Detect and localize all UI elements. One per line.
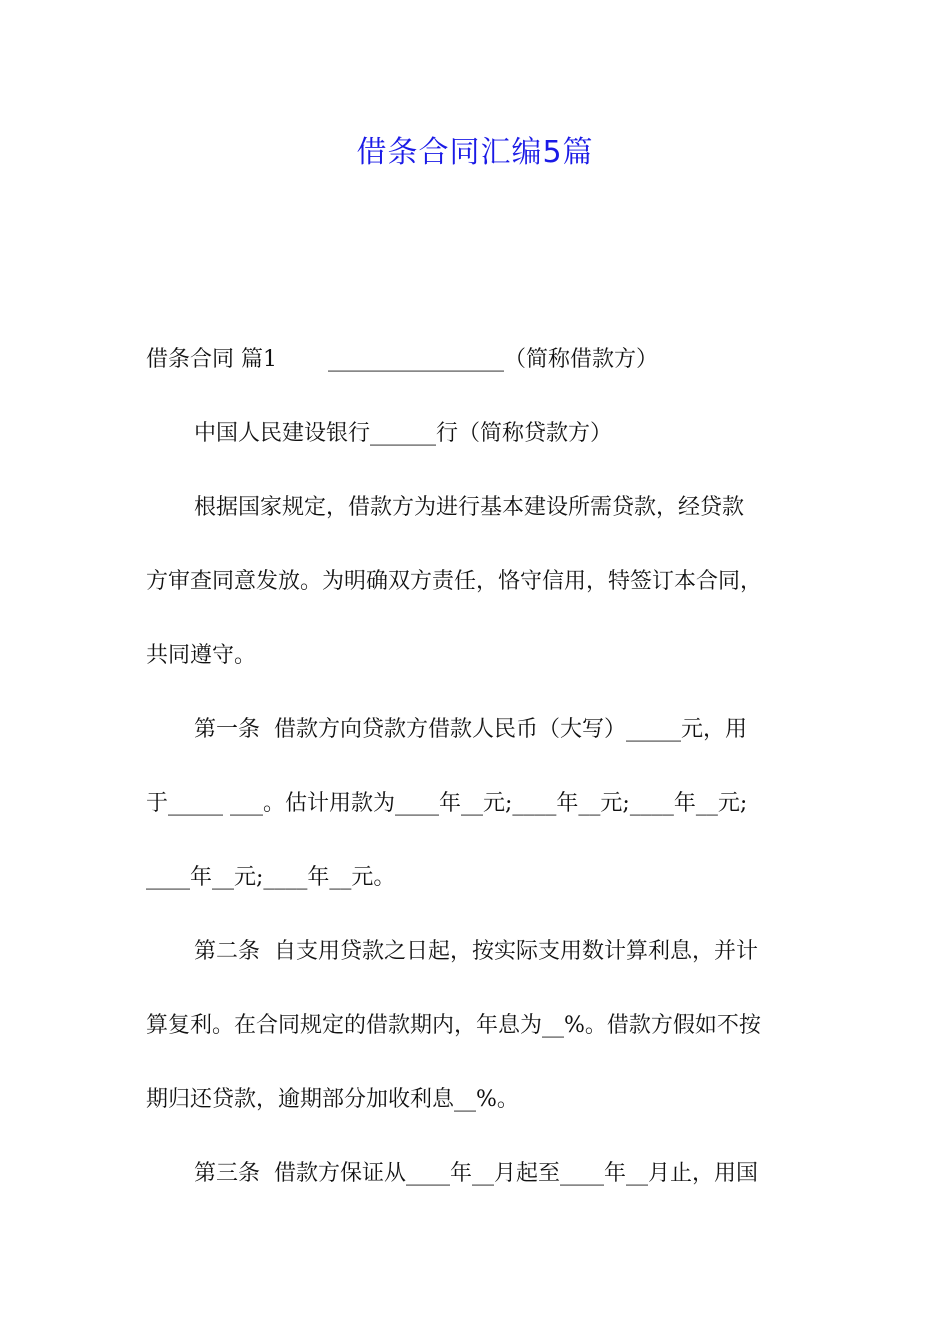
paragraph-line: 中国人民建设银行______行（简称贷款方）: [194, 421, 613, 446]
paragraph-line: 期归还贷款，逾期部分加收利息__%。: [146, 1087, 519, 1112]
paragraph-line: 共同遵守。: [146, 643, 257, 668]
paragraph-line: 借条合同 篇1 ________________（简称借款方）: [146, 347, 658, 372]
paragraph-line: 算复利。在合同规定的借款期内，年息为__%。借款方假如不按: [146, 1013, 761, 1038]
paragraph-line: 根据国家规定，借款方为进行基本建设所需贷款，经贷款: [194, 495, 745, 520]
paragraph-line: 于_____ ___。估计用款为____年__元;____年__元;____年__元;: [146, 791, 748, 816]
paragraph-line: 第一条 借款方向贷款方借款人民币（大写）_____元，用: [194, 717, 747, 742]
paragraph-line: 第二条 自支用贷款之日起，按实际支用数计算利息，并计: [194, 939, 758, 964]
paragraph-line: 方审查同意发放。为明确双方责任，恪守信用，特签订本合同，: [146, 569, 763, 594]
document-body: [146, 336, 816, 1224]
paragraph-line: ____年__元;____年__元。: [146, 865, 396, 890]
paragraph-line: 第三条 借款方保证从____年__月起至____年__月止，用国: [194, 1161, 758, 1186]
document-title: 借条合同汇编5篇: [356, 135, 594, 170]
